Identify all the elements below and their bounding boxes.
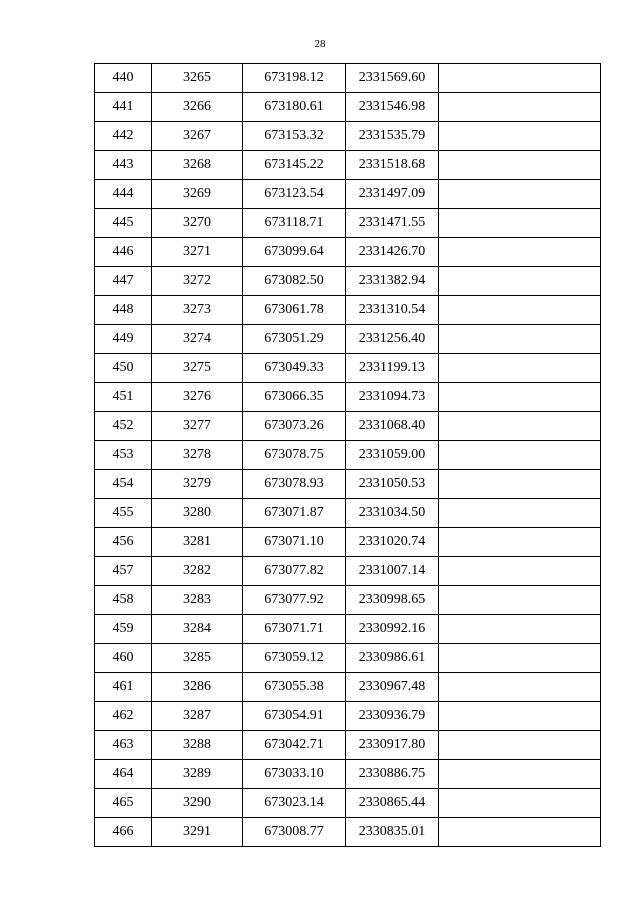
note-cell (439, 499, 601, 528)
point-id-cell: 3285 (152, 644, 243, 673)
table-row (95, 151, 601, 180)
note-cell (439, 151, 601, 180)
point-id-cell: 3281 (152, 528, 243, 557)
x-coordinate-cell: 673073.26 (243, 412, 346, 441)
table-row (95, 818, 601, 847)
y-coordinate-cell: 2331382.94 (346, 267, 439, 296)
y-coordinate-cell: 2331199.13 (346, 354, 439, 383)
note-cell (439, 296, 601, 325)
note-cell (439, 325, 601, 354)
index-cell: 453 (95, 441, 152, 470)
x-coordinate-cell: 673153.32 (243, 122, 346, 151)
x-coordinate-cell: 673055.38 (243, 673, 346, 702)
point-id-cell: 3267 (152, 122, 243, 151)
point-id-cell: 3278 (152, 441, 243, 470)
table-row (95, 615, 601, 644)
table-row (95, 383, 601, 412)
index-cell: 459 (95, 615, 152, 644)
point-id-cell: 3284 (152, 615, 243, 644)
y-coordinate-cell: 2331256.40 (346, 325, 439, 354)
x-coordinate-cell: 673059.12 (243, 644, 346, 673)
note-cell (439, 615, 601, 644)
x-coordinate-cell: 673054.91 (243, 702, 346, 731)
point-id-cell: 3272 (152, 267, 243, 296)
table-row (95, 673, 601, 702)
y-coordinate-cell: 2331546.98 (346, 93, 439, 122)
x-coordinate-cell: 673145.22 (243, 151, 346, 180)
y-coordinate-cell: 2330865.44 (346, 789, 439, 818)
index-cell: 445 (95, 209, 152, 238)
note-cell (439, 354, 601, 383)
note-cell (439, 673, 601, 702)
point-id-cell: 3275 (152, 354, 243, 383)
point-id-cell: 3266 (152, 93, 243, 122)
y-coordinate-cell: 2331310.54 (346, 296, 439, 325)
y-coordinate-cell: 2330986.61 (346, 644, 439, 673)
index-cell: 449 (95, 325, 152, 354)
index-cell: 452 (95, 412, 152, 441)
table-row (95, 122, 601, 151)
y-coordinate-cell: 2330936.79 (346, 702, 439, 731)
index-cell: 441 (95, 93, 152, 122)
x-coordinate-cell: 673123.54 (243, 180, 346, 209)
y-coordinate-cell: 2331020.74 (346, 528, 439, 557)
y-coordinate-cell: 2331034.50 (346, 499, 439, 528)
table-row (95, 586, 601, 615)
index-cell: 462 (95, 702, 152, 731)
x-coordinate-cell: 673049.33 (243, 354, 346, 383)
x-coordinate-cell: 673082.50 (243, 267, 346, 296)
point-id-cell: 3289 (152, 760, 243, 789)
y-coordinate-cell: 2331059.00 (346, 441, 439, 470)
table-row (95, 499, 601, 528)
y-coordinate-cell: 2331471.55 (346, 209, 439, 238)
index-cell: 461 (95, 673, 152, 702)
index-cell: 465 (95, 789, 152, 818)
point-id-cell: 3276 (152, 383, 243, 412)
note-cell (439, 528, 601, 557)
point-id-cell: 3283 (152, 586, 243, 615)
table-row (95, 296, 601, 325)
note-cell (439, 209, 601, 238)
y-coordinate-cell: 2331569.60 (346, 64, 439, 93)
x-coordinate-cell: 673051.29 (243, 325, 346, 354)
point-id-cell: 3282 (152, 557, 243, 586)
point-id-cell: 3268 (152, 151, 243, 180)
x-coordinate-cell: 673071.10 (243, 528, 346, 557)
note-cell (439, 383, 601, 412)
point-id-cell: 3273 (152, 296, 243, 325)
point-id-cell: 3271 (152, 238, 243, 267)
index-cell: 442 (95, 122, 152, 151)
note-cell (439, 470, 601, 499)
y-coordinate-cell: 2330998.65 (346, 586, 439, 615)
table-row (95, 180, 601, 209)
table-row (95, 93, 601, 122)
index-cell: 457 (95, 557, 152, 586)
table-row (95, 209, 601, 238)
table-row (95, 354, 601, 383)
x-coordinate-cell: 673118.71 (243, 209, 346, 238)
table-row (95, 267, 601, 296)
x-coordinate-cell: 673071.87 (243, 499, 346, 528)
index-cell: 466 (95, 818, 152, 847)
y-coordinate-cell: 2331535.79 (346, 122, 439, 151)
point-id-cell: 3265 (152, 64, 243, 93)
index-cell: 448 (95, 296, 152, 325)
note-cell (439, 238, 601, 267)
y-coordinate-cell: 2330835.01 (346, 818, 439, 847)
point-id-cell: 3286 (152, 673, 243, 702)
note-cell (439, 586, 601, 615)
y-coordinate-cell: 2331050.53 (346, 470, 439, 499)
coordinates-table (94, 63, 601, 847)
x-coordinate-cell: 673077.82 (243, 557, 346, 586)
index-cell: 444 (95, 180, 152, 209)
x-coordinate-cell: 673033.10 (243, 760, 346, 789)
index-cell: 443 (95, 151, 152, 180)
point-id-cell: 3288 (152, 731, 243, 760)
index-cell: 440 (95, 64, 152, 93)
x-coordinate-cell: 673180.61 (243, 93, 346, 122)
note-cell (439, 64, 601, 93)
y-coordinate-cell: 2330917.80 (346, 731, 439, 760)
page-number: 28 (314, 38, 326, 50)
table-row (95, 412, 601, 441)
note-cell (439, 731, 601, 760)
index-cell: 455 (95, 499, 152, 528)
y-coordinate-cell: 2330886.75 (346, 760, 439, 789)
note-cell (439, 441, 601, 470)
point-id-cell: 3270 (152, 209, 243, 238)
index-cell: 456 (95, 528, 152, 557)
table-row (95, 325, 601, 354)
x-coordinate-cell: 673008.77 (243, 818, 346, 847)
note-cell (439, 93, 601, 122)
x-coordinate-cell: 673099.64 (243, 238, 346, 267)
x-coordinate-cell: 673077.92 (243, 586, 346, 615)
table-row (95, 557, 601, 586)
index-cell: 463 (95, 731, 152, 760)
x-coordinate-cell: 673198.12 (243, 64, 346, 93)
y-coordinate-cell: 2330967.48 (346, 673, 439, 702)
index-cell: 450 (95, 354, 152, 383)
index-cell: 460 (95, 644, 152, 673)
x-coordinate-cell: 673078.75 (243, 441, 346, 470)
note-cell (439, 702, 601, 731)
table-row (95, 789, 601, 818)
table-row (95, 470, 601, 499)
point-id-cell: 3291 (152, 818, 243, 847)
table-row (95, 702, 601, 731)
note-cell (439, 644, 601, 673)
index-cell: 447 (95, 267, 152, 296)
table-row (95, 441, 601, 470)
x-coordinate-cell: 673078.93 (243, 470, 346, 499)
note-cell (439, 789, 601, 818)
point-id-cell: 3277 (152, 412, 243, 441)
table-row (95, 760, 601, 789)
y-coordinate-cell: 2331094.73 (346, 383, 439, 412)
point-id-cell: 3287 (152, 702, 243, 731)
point-id-cell: 3290 (152, 789, 243, 818)
table-row (95, 238, 601, 267)
x-coordinate-cell: 673061.78 (243, 296, 346, 325)
y-coordinate-cell: 2331068.40 (346, 412, 439, 441)
index-cell: 464 (95, 760, 152, 789)
note-cell (439, 557, 601, 586)
point-id-cell: 3279 (152, 470, 243, 499)
y-coordinate-cell: 2331518.68 (346, 151, 439, 180)
y-coordinate-cell: 2331497.09 (346, 180, 439, 209)
x-coordinate-cell: 673066.35 (243, 383, 346, 412)
y-coordinate-cell: 2331426.70 (346, 238, 439, 267)
x-coordinate-cell: 673042.71 (243, 731, 346, 760)
coordinates-table-body (95, 64, 601, 847)
table-row (95, 64, 601, 93)
index-cell: 451 (95, 383, 152, 412)
table-row (95, 644, 601, 673)
point-id-cell: 3280 (152, 499, 243, 528)
x-coordinate-cell: 673071.71 (243, 615, 346, 644)
table-row (95, 528, 601, 557)
note-cell (439, 760, 601, 789)
point-id-cell: 3269 (152, 180, 243, 209)
x-coordinate-cell: 673023.14 (243, 789, 346, 818)
y-coordinate-cell: 2330992.16 (346, 615, 439, 644)
note-cell (439, 818, 601, 847)
point-id-cell: 3274 (152, 325, 243, 354)
note-cell (439, 122, 601, 151)
table-row (95, 731, 601, 760)
note-cell (439, 180, 601, 209)
y-coordinate-cell: 2331007.14 (346, 557, 439, 586)
index-cell: 446 (95, 238, 152, 267)
index-cell: 454 (95, 470, 152, 499)
note-cell (439, 412, 601, 441)
index-cell: 458 (95, 586, 152, 615)
note-cell (439, 267, 601, 296)
